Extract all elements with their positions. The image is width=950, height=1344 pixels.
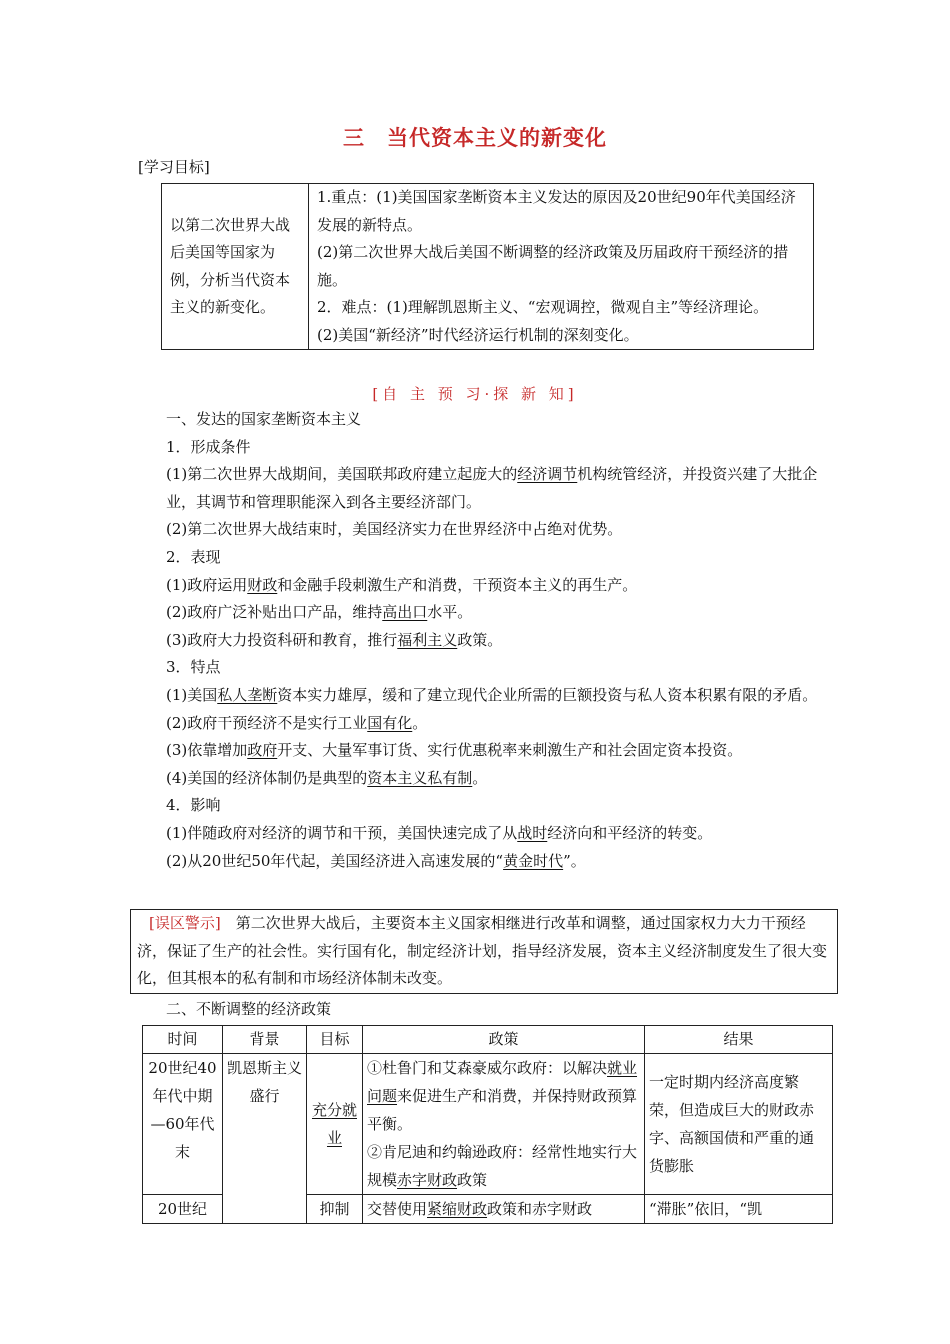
column-header: 政策 (363, 1026, 645, 1054)
column-header: 目标 (307, 1026, 363, 1054)
background-cell: 凯恩斯主义盛行 (223, 1054, 307, 1224)
warning-tag: [误区警示] (149, 914, 221, 932)
table-header-row (143, 1026, 833, 1054)
blank-answer: 国有化 (367, 713, 413, 732)
paragraph: (4)美国的经济体制仍是典型的资本主义私有制。 (166, 768, 488, 787)
paragraph: (3)依靠增加政府开支、大量军事订货、实行优惠税率来刺激生产和社会固定资本投资。 (166, 741, 743, 760)
subheading: 3．特点 (166, 658, 221, 677)
blank-answer: 政府 (247, 741, 278, 760)
table-row (143, 1054, 833, 1195)
goal-cell: 充分就业 (307, 1054, 363, 1195)
section-badge: [自 主 预 习·探 新 知] (372, 385, 578, 403)
policy-cell: 交替使用紧缩财政政策和赤字财政 (363, 1195, 645, 1224)
subheading: 2．表现 (166, 547, 221, 566)
blank-answer: 战时 (517, 823, 548, 842)
subheading: 1．形成条件 (166, 437, 251, 456)
blank-answer: 黄金时代 (503, 851, 564, 870)
goal-item: (2)美国“新经济”时代经济运行机制的深刻变化。 (317, 325, 639, 344)
subheading: 4．影响 (166, 796, 221, 815)
economic-policy-table (142, 1025, 833, 1224)
section-heading: 二、不断调整的经济政策 (166, 1000, 332, 1018)
column-header: 背景 (223, 1026, 307, 1054)
paragraph: (3)政府大力投资科研和教育，推行福利主义政策。 (166, 630, 503, 649)
time-cell: 20世纪 (143, 1195, 223, 1224)
time-cell: 20世纪40年代中期—60年代末 (143, 1054, 223, 1195)
goal-item: 1.重点：(1)美国国家垄断资本主义发达的原因及20世纪90年代美国经济发展的新特点。 (317, 188, 796, 234)
misconception-warning-box (130, 909, 838, 994)
paragraph: (1)美国私人垄断资本实力雄厚，缓和了建立现代企业所需的巨额投资与私人资本积累有限的矛盾。 (166, 685, 818, 704)
paragraph: (2)从20世纪50年代起，美国经济进入高速发展的“黄金时代”。 (166, 851, 586, 870)
blank-answer: 福利主义 (397, 630, 458, 649)
result-cell: 一定时期内经济高度繁荣，但造成巨大的财政赤字、高额国债和严重的通货膨胀 (645, 1054, 833, 1195)
blank-answer: 就业问题 (367, 1059, 638, 1105)
paragraph: (1)第二次世界大战期间，美国联邦政府建立起庞大的经济调节机构统管经济，并投资兴建了大批企业，其调节和管理职能深入到各主要经济部门。 (166, 465, 818, 511)
column-header: 结果 (645, 1026, 833, 1054)
page-title: 三 当代资本主义的新变化 (343, 125, 607, 150)
learning-goals-table (161, 183, 814, 350)
goals-detail-cell (309, 184, 814, 350)
blank-answer: 高出口 (382, 603, 428, 622)
paragraph: (1)伴随政府对经济的调节和干预，美国快速完成了从战时经济向和平经济的转变。 (166, 823, 713, 842)
policy-cell: ①杜鲁门和艾森豪威尔政府：以解决就业问题来促进生产和消费，并保持财政预算平衡。 ②肯尼迪和约翰逊政府：经常性地实行大规模赤字财政政策 (363, 1054, 645, 1195)
blank-answer: 紧缩财政 (427, 1200, 488, 1218)
blank-answer: 私人垄断 (217, 685, 278, 704)
goal-item: 2．难点：(1)理解凯恩斯主义、“宏观调控，微观自主”等经济理论。 (317, 298, 769, 316)
blank-answer: 财政 (247, 575, 278, 594)
paragraph: (2)政府干预经济不是实行工业国有化。 (166, 713, 428, 732)
blank-answer: 资本主义私有制 (367, 768, 473, 787)
paragraph: (2)第二次世界大战结束时，美国经济实力在世界经济中占绝对优势。 (166, 520, 623, 539)
blank-answer: 赤字财政 (397, 1171, 458, 1189)
learning-goals-label: [学习目标] (138, 158, 210, 176)
blank-answer: 经济调节 (517, 465, 578, 484)
section-heading: 一、发达的国家垄断资本主义 (166, 410, 362, 428)
column-header: 时间 (143, 1026, 223, 1054)
goals-overview-cell: 以第二次世界大战后美国等国家为例，分析当代资本主义的新变化。 (162, 184, 309, 350)
section-1-body (138, 406, 838, 875)
goal-cell: 抑制 (307, 1195, 363, 1224)
goal-item: (2)第二次世界大战后美国不断调整的经济政策及历届政府干预经济的措施。 (317, 243, 789, 289)
paragraph: (2)政府广泛补贴出口产品，维持高出口水平。 (166, 603, 473, 622)
result-cell: “滞胀”依旧，“凯 (645, 1195, 833, 1224)
paragraph: (1)政府运用财政和金融手段刺激生产和消费，干预资本主义的再生产。 (166, 575, 638, 594)
warning-text: 第二次世界大战后，主要资本主义国家相继进行改革和调整，通过国家权力大力干预经济，保证了生产的社会性。实行国有化，制定经济计划，指导经济发展，资本主义经济制度发生了很大变化，但其根本的私有制和市场经济体制未改变。 (137, 914, 828, 987)
